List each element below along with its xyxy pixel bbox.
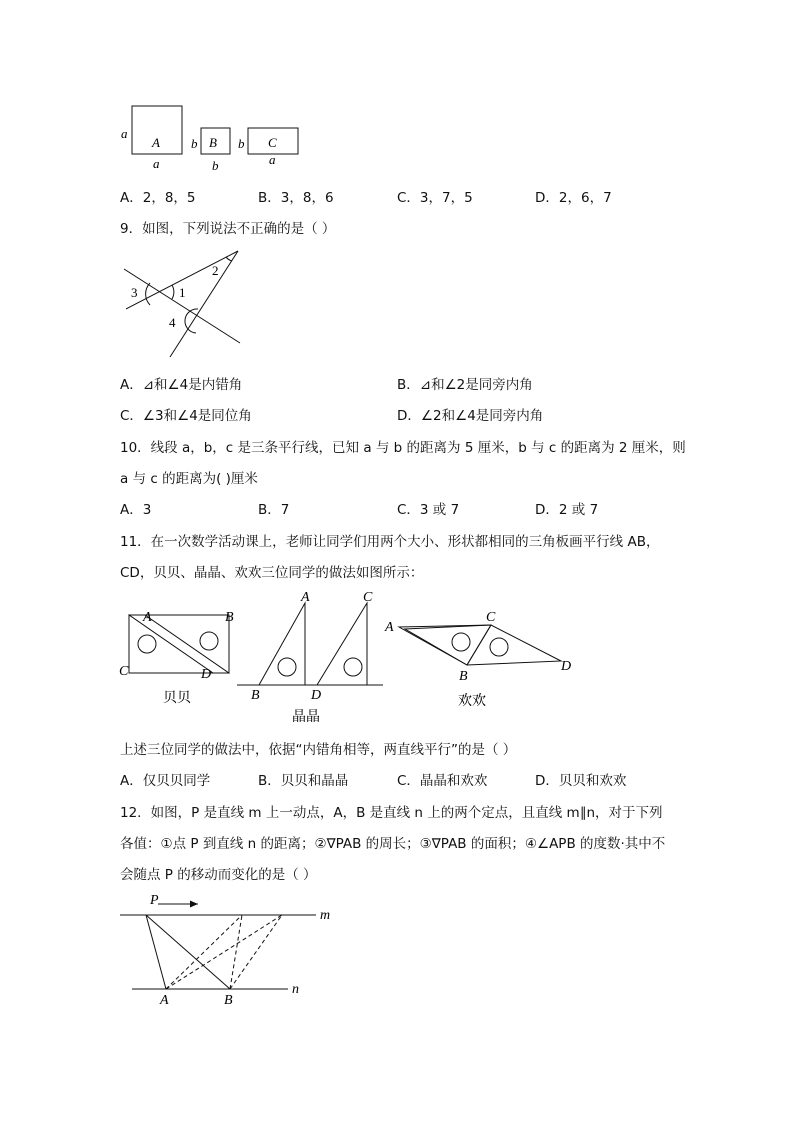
q12-label-B: B (224, 993, 233, 1008)
huanhuan-C: C (486, 610, 496, 625)
label-b-bottom: b (212, 158, 219, 173)
jingjing-figure (237, 590, 383, 725)
angle-label-1: 1 (179, 285, 186, 300)
label-a-bottom2: a (269, 152, 276, 167)
q11-option-c[interactable]: C．晶晶和欢欢 (397, 773, 488, 789)
label-A: A (152, 135, 160, 150)
huanhuan-A: A (385, 620, 394, 635)
q11-line2: CD，贝贝、晶晶、欢欢三位同学的做法如图所示： (120, 565, 424, 581)
q10-option-c[interactable]: C．3 或 7 (397, 502, 460, 518)
q9-option-a[interactable]: A．⊿和∠4是内错角 (120, 377, 243, 393)
q12-label-m: m (320, 908, 331, 923)
label-b-left: b (191, 136, 198, 151)
label-a-left: a (121, 126, 128, 141)
q8-option-c[interactable]: C．3，7，5 (397, 190, 473, 206)
q11-figure (115, 585, 585, 730)
angle-label-4: 4 (169, 315, 176, 330)
q10-option-d[interactable]: D．2 或 7 (535, 502, 599, 518)
q12-line1: 12．如图，P 是直线 m 上一动点，A，B 是直线 n 上的两个定点，且直线 m∥n，对于下列 (120, 805, 663, 821)
jingjing-B: B (251, 688, 260, 703)
q11-option-a[interactable]: A．仅贝贝同学 (120, 773, 211, 789)
q8-option-b[interactable]: B．3，8，6 (258, 190, 334, 206)
q10-line2: a 与 c 的距离为( )厘米 (120, 471, 258, 487)
q11-question: 上述三位同学的做法中，依据“内错角相等，两直线平行”的是（ ） (120, 742, 517, 758)
beibei-A: A (143, 610, 152, 625)
angle-label-3: 3 (131, 285, 138, 300)
label-B: B (209, 135, 217, 150)
q8-figure (115, 100, 315, 175)
angle-label-2: 2 (212, 263, 219, 278)
q12-figure (118, 888, 348, 1008)
jingjing-C: C (363, 590, 373, 605)
q9-figure (120, 245, 250, 360)
q9-option-c[interactable]: C．∠3和∠4是同位角 (120, 408, 252, 424)
jingjing-caption: 晶晶 (292, 710, 320, 725)
label-b-left2: b (238, 136, 245, 151)
q12-line3: 会随点 P 的移动而变化的是（ ） (120, 867, 317, 883)
q9-option-d[interactable]: D．∠2和∠4是同旁内角 (397, 408, 544, 424)
q9-option-b[interactable]: B．⊿和∠2是同旁内角 (397, 377, 533, 393)
q11-option-d[interactable]: D．贝贝和欢欢 (535, 773, 627, 789)
q12-label-P: P (150, 893, 159, 908)
huanhuan-figure (384, 610, 571, 709)
q8-option-a[interactable]: A．2，8，5 (120, 190, 196, 206)
beibei-caption: 贝贝 (163, 691, 191, 706)
q12-line2: 各值：①点 P 到直线 n 的距离；②∇PAB 的周长；③∇PAB 的面积；④∠APB 的度数·其中不 (120, 836, 666, 852)
q10-option-a[interactable]: A．3 (120, 502, 152, 518)
jingjing-A: A (301, 590, 310, 605)
q8-option-d[interactable]: D．2，6，7 (535, 190, 612, 206)
q9-stem: 9．如图，下列说法不正确的是（ ） (120, 221, 336, 237)
q12-label-A: A (160, 993, 169, 1008)
q12-label-n: n (292, 982, 299, 997)
q10-option-b[interactable]: B．7 (258, 502, 290, 518)
jingjing-D: D (311, 688, 322, 703)
label-a-bottom: a (153, 156, 160, 171)
beibei-D: D (201, 667, 212, 682)
beibei-B: B (225, 610, 234, 625)
huanhuan-D: D (561, 659, 572, 674)
label-C: C (268, 135, 277, 150)
huanhuan-B: B (459, 669, 468, 684)
beibei-figure (119, 610, 234, 706)
q11-line1: 11．在一次数学活动课上，老师让同学们用两个大小、形状都相同的三角板画平行线 AB， (120, 534, 660, 550)
q11-option-b[interactable]: B．贝贝和晶晶 (258, 773, 349, 789)
beibei-C: C (119, 664, 129, 679)
q10-line1: 10．线段 a，b，c 是三条平行线，已知 a 与 b 的距离为 5 厘米，b 与 c 的距离为 2 厘米，则 (120, 440, 686, 456)
huanhuan-caption: 欢欢 (458, 694, 486, 709)
